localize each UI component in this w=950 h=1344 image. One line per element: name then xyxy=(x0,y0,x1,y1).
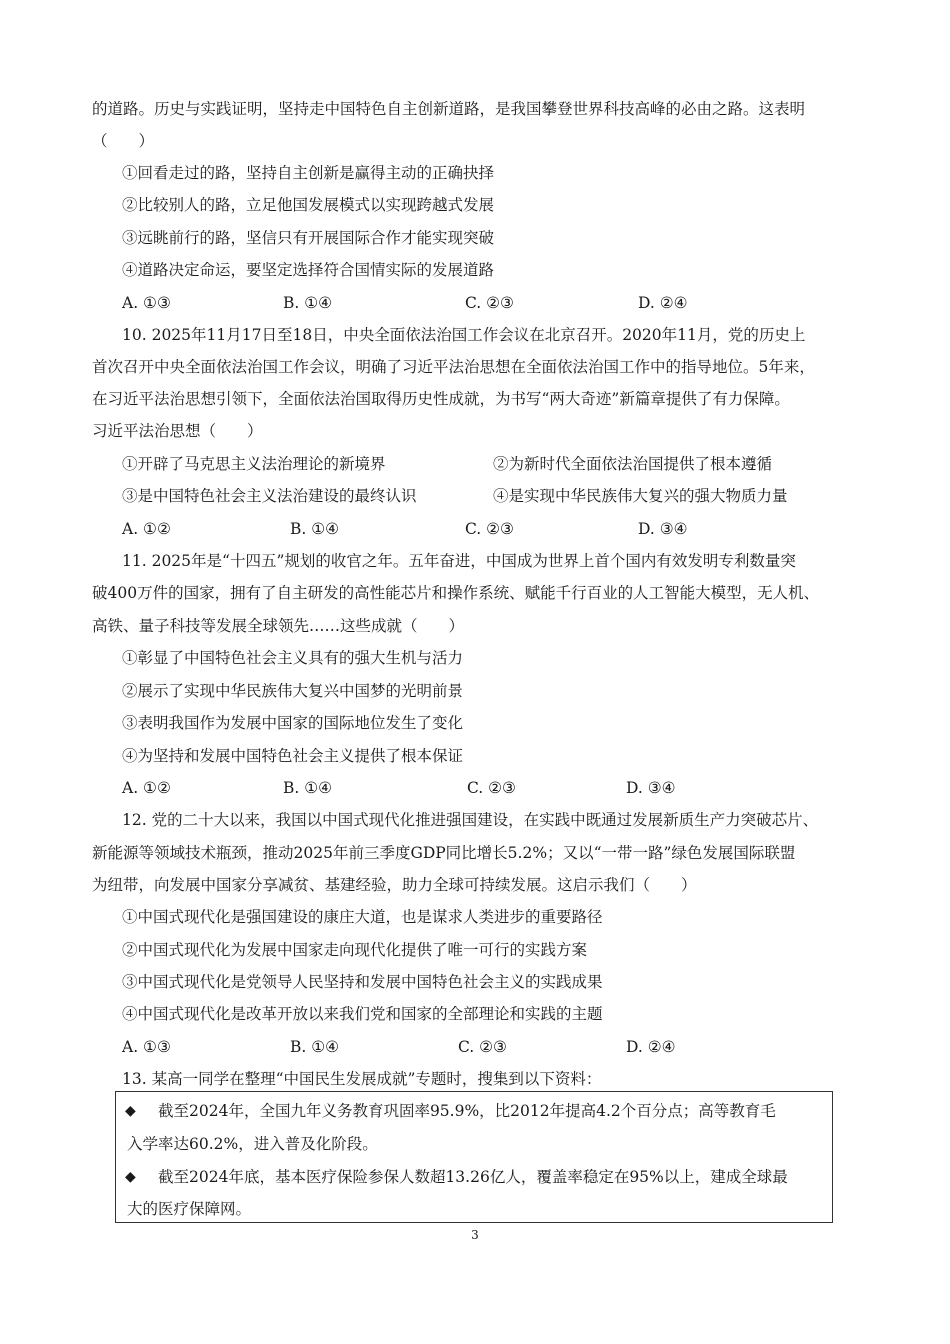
q9-item: ①回看走过的路，坚持自主创新是赢得主动的正确抉择 xyxy=(122,164,495,182)
q10-stem-line: 首次召开中央全面依法治国工作会议，明确了习近平法治思想在全面依法治国工作中的指导地位。5年来， xyxy=(92,358,815,376)
q12-item: ③中国式现代化是党领导人民坚持和发展中国特色社会主义的实践成果 xyxy=(122,973,603,991)
q10-option-a[interactable]: A. ①② xyxy=(122,520,171,538)
q11-stem-line: 11. 2025年是“十四五”规划的收官之年。五年奋进，中国成为世界上首个国内有效发明专利数量突 xyxy=(122,552,796,570)
q9-stem-line: 的道路。历史与实践证明，坚持走中国特色自主创新道路，是我国攀登世界科技高峰的必由之路。这表明 xyxy=(92,100,806,118)
material-line: 入学率达60.2%，进入普及化阶段。 xyxy=(127,1135,378,1153)
q12-item: ①中国式现代化是强国建设的康庄大道，也是谋求人类进步的重要路径 xyxy=(122,908,603,926)
q9-item: ②比较别人的路，立足他国发展模式以实现跨越式发展 xyxy=(122,196,495,214)
q12-option-b[interactable]: B. ①④ xyxy=(290,1038,340,1056)
q9-item: ④道路决定命运，要坚定选择符合国情实际的发展道路 xyxy=(122,261,495,279)
q10-stem-line: 10. 2025年11月17日至18日，中央全面依法治国工作会议在北京召开。2020年11月，党的历史上 xyxy=(122,326,806,344)
q11-item: ②展示了实现中华民族伟大复兴中国梦的光明前景 xyxy=(122,682,464,700)
page-number: 3 xyxy=(471,1228,479,1242)
material-line: 截至2024年底，基本医疗保险参保人数超13.26亿人，覆盖率稳定在95%以上，建成全球最 xyxy=(158,1168,788,1186)
q11-item: ③表明我国作为发展中国家的国际地位发生了变化 xyxy=(122,714,464,732)
q11-option-b[interactable]: B. ①④ xyxy=(283,779,333,797)
q11-stem-line: 高铁、量子科技等发展全球领先……这些成就（ ） xyxy=(92,617,465,635)
q12-stem-line: 为纽带，向发展中国家分享减贫、基建经验，助力全球可持续发展。这启示我们（ ） xyxy=(92,876,697,894)
q12-option-c[interactable]: C. ②③ xyxy=(458,1038,507,1056)
q10-item: ①开辟了马克思主义法治理论的新境界 xyxy=(122,455,386,473)
material-line: 截至2024年，全国九年义务教育巩固率95.9%，比2012年提高4.2个百分点；高等教育毛 xyxy=(158,1102,776,1120)
q10-option-c[interactable]: C. ②③ xyxy=(465,520,514,538)
q9-stem-line: （ ） xyxy=(92,132,155,150)
diamond-bullet-icon: ◆ xyxy=(125,1103,136,1119)
q10-item: ③是中国特色社会主义法治建设的最终认识 xyxy=(122,487,417,505)
q11-option-c[interactable]: C. ②③ xyxy=(467,779,516,797)
q11-option-a[interactable]: A. ①② xyxy=(122,779,171,797)
q10-stem-line: 习近平法治思想（ ） xyxy=(92,422,263,440)
q12-stem-line: 12. 党的二十大以来，我国以中国式现代化推进强国建设，在实践中既通过发展新质生产力突破芯片、 xyxy=(122,811,819,829)
q12-item: ④中国式现代化是改革开放以来我们党和国家的全部理论和实践的主题 xyxy=(122,1005,603,1023)
q12-option-a[interactable]: A. ①③ xyxy=(122,1038,171,1056)
diamond-bullet-icon: ◆ xyxy=(125,1169,136,1185)
q10-option-b[interactable]: B. ①④ xyxy=(290,520,340,538)
q9-option-a[interactable]: A. ①③ xyxy=(122,294,171,312)
q9-item: ③远眺前行的路，坚信只有开展国际合作才能实现突破 xyxy=(122,229,495,247)
material-line: 大的医疗保障网。 xyxy=(127,1200,252,1218)
q12-item: ②中国式现代化为发展中国家走向现代化提供了唯一可行的实践方案 xyxy=(122,941,588,959)
q9-option-b[interactable]: B. ①④ xyxy=(283,294,333,312)
q9-option-d[interactable]: D. ②④ xyxy=(638,294,688,312)
q11-option-d[interactable]: D. ③④ xyxy=(626,779,676,797)
q12-stem-line: 新能源等领域技术瓶颈，推动2025年前三季度GDP同比增长5.2%；又以“一带一路”绿色发展国际联盟 xyxy=(92,844,796,862)
q12-option-d[interactable]: D. ②④ xyxy=(626,1038,676,1056)
q10-option-d[interactable]: D. ③④ xyxy=(638,520,688,538)
q10-stem-line: 在习近平法治思想引领下，全面依法治国取得历史性成就，为书写“两大奇迹”新篇章提供了有力保障。 xyxy=(92,390,790,408)
q11-stem-line: 破400万件的国家，拥有了自主研发的高性能芯片和操作系统、赋能千行百业的人工智能大模型，无人机、 xyxy=(92,584,820,602)
q10-item: ②为新时代全面依法治国提供了根本遵循 xyxy=(493,455,773,473)
q9-option-c[interactable]: C. ②③ xyxy=(465,294,514,312)
q11-item: ①彰显了中国特色社会主义具有的强大生机与活力 xyxy=(122,649,464,667)
q10-item: ④是实现中华民族伟大复兴的强大物质力量 xyxy=(493,487,788,505)
q11-item: ④为坚持和发展中国特色社会主义提供了根本保证 xyxy=(122,747,464,765)
q13-stem-line: 13. 某高一同学在整理“中国民生发展成就”专题时，搜集到以下资料： xyxy=(122,1070,602,1088)
q13-material-box xyxy=(115,1091,833,1223)
